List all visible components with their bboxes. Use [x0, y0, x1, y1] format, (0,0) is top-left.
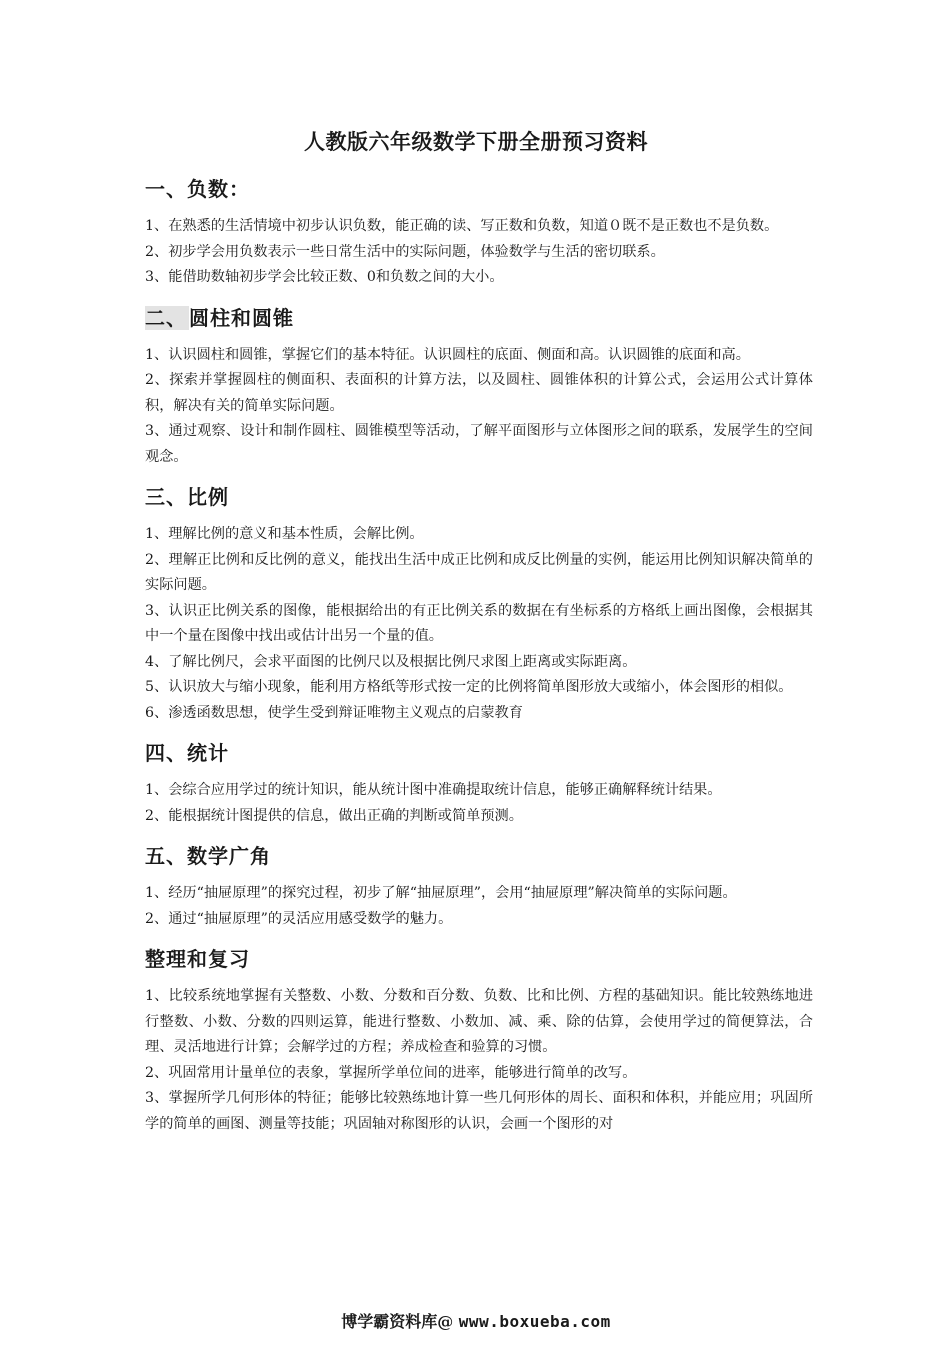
- section-heading: [145, 837, 813, 875]
- section-heading: [145, 170, 813, 208]
- list-item: 1、理解比例的意义和基本性质，会解比例。: [145, 526, 424, 542]
- list-item: 2、巩固常用计量单位的表象，掌握所学单位间的进率，能够进行简单的改写。: [145, 1064, 637, 1081]
- section-cylinder-cone: [145, 299, 813, 471]
- section-statistics: [145, 734, 813, 829]
- section-heading: [145, 478, 813, 516]
- list-item: 1、认识圆柱和圆锥，掌握它们的基本特征。认识圆柱的底面、侧面和高。认识圆锥的底面和高。: [145, 346, 750, 363]
- list-item: 6、渗透函数思想，使学生受到辩证唯物主义观点的启蒙教育: [145, 704, 523, 721]
- section-items: [145, 522, 813, 726]
- section-heading-prefix: 三、: [145, 485, 187, 509]
- section-heading-prefix-highlighted: 二、: [145, 305, 187, 330]
- list-item: 1、会综合应用学过的统计知识，能从统计图中准确提取统计信息，能够正确解释统计结果。: [145, 782, 722, 798]
- list-item: 2、理解正比例和反比例的意义，能找出生活中成正比例和成反比例量的实例，能运用比例知识解决简单的实际问题。: [145, 551, 813, 593]
- document-body: [145, 170, 813, 1145]
- section-heading: [145, 299, 813, 337]
- list-item: 3、能借助数轴初步学会比较正数、0和负数之间的大小。: [145, 269, 504, 285]
- list-item: 1、经历“抽屉原理”的探究过程，初步了解“抽屉原理”，会用“抽屉原理”解决简单的实际问题。: [145, 885, 737, 901]
- list-item: 2、能根据统计图提供的信息，做出正确的判断或简单预测。: [145, 807, 523, 824]
- section-heading: [145, 734, 813, 772]
- section-heading: [145, 940, 813, 978]
- section-items: [145, 984, 813, 1137]
- list-item: 3、通过观察、设计和制作圆柱、圆锥模型等活动，了解平面图形与立体图形之间的联系，发展学生的空间观念。: [145, 423, 813, 465]
- page-footer: [0, 1309, 952, 1332]
- section-proportion: [145, 478, 813, 726]
- section-heading-prefix: 四、: [145, 741, 187, 765]
- section-items: [145, 778, 813, 829]
- list-item: 3、掌握所学几何形体的特征；能够比较熟练地计算一些几何形体的周长、面积和体积，并能应用；巩固所学的简单的画图、测量等技能；巩固轴对称图形的认识，会画一个图形的对: [145, 1090, 813, 1132]
- section-math-corner: [145, 837, 813, 932]
- section-negative-numbers: [145, 170, 813, 291]
- list-item: 5、认识放大与缩小现象，能利用方格纸等形式按一定的比例将简单图形放大或缩小，体会图形的相似。: [145, 679, 793, 695]
- section-heading-prefix: 五、: [145, 844, 187, 868]
- list-item: 2、通过“抽屉原理”的灵活应用感受数学的魅力。: [145, 910, 453, 927]
- document-title: 人教版六年级数学下册全册预习资料: [304, 129, 648, 154]
- list-item: 4、了解比例尺，会求平面图的比例尺以及根据比例尺求图上距离或实际距离。: [145, 653, 637, 670]
- list-item: 1、在熟悉的生活情境中初步认识负数，能正确的读、写正数和负数，知道０既不是正数也不是负数。: [145, 218, 779, 234]
- section-heading-text: 数学广角: [187, 844, 271, 868]
- list-item: 2、初步学会用负数表示一些日常生活中的实际问题，体验数学与生活的密切联系。: [145, 243, 665, 260]
- list-item: 3、认识正比例关系的图像，能根据给出的有正比例关系的数据在有坐标系的方格纸上画出图像，会根据其中一个量在图像中找出或估计出另一个量的值。: [145, 602, 813, 644]
- list-item: 2、探索并掌握圆柱的侧面积、表面积的计算方法，以及圆柱、圆锥体积的计算公式，会运用公式计算体积，解决有关的简单实际问题。: [145, 372, 813, 414]
- section-heading-text: 负数：: [187, 177, 250, 201]
- section-heading-text: 比例: [187, 485, 229, 509]
- footer-brand: 博学霸资料库@: [341, 1312, 454, 1331]
- section-heading-text: 统计: [187, 741, 229, 765]
- section-heading-prefix: 一、: [145, 177, 187, 201]
- list-item: 1、比较系统地掌握有关整数、小数、分数和百分数、负数、比和比例、方程的基础知识。能比较熟练地进行整数、小数、分数的四则运算，能进行整数、小数加、减、乘、除的估算，会使用学过的简便算法，合理、灵活地进行计算；会解学过的方程；养成检查和验算的习惯。: [145, 988, 813, 1055]
- footer-url: www.boxueba.com: [458, 1312, 611, 1331]
- section-items: [145, 343, 813, 471]
- section-review: [145, 940, 813, 1137]
- section-items: [145, 881, 813, 932]
- section-heading-text: 整理和复习: [145, 947, 250, 971]
- section-heading-text: 圆柱和圆锥: [189, 305, 294, 330]
- section-items: [145, 214, 813, 291]
